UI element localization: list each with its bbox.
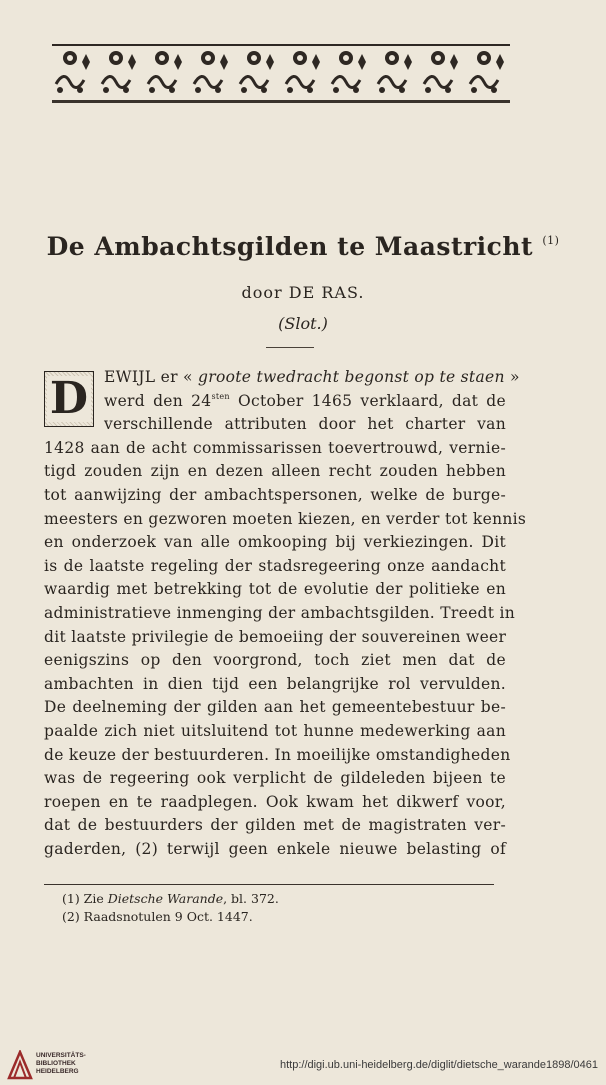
text-line: eenigszins op den voorgrond, toch ziet men dat de (44, 651, 506, 670)
text-line: EWIJL er « groote twedracht begonst op te staen » (104, 368, 520, 386)
text-line: De deelneming der gilden aan het gemeentebestuur be- (44, 698, 506, 717)
footnote-1: (1) Zie Dietsche Warande, bl. 372. (62, 891, 279, 906)
text-line: meesters en gezworen moeten kiezen, en verder tot kennis (44, 509, 527, 528)
drop-cap: D (44, 371, 94, 427)
text-line: paalde zich niet uitsluitend tot hunne medewerking aan (44, 721, 506, 740)
text-line: was de regeering ook verplicht de gildeleden bijeen te (44, 769, 506, 788)
text-line: de keuze der bestuurderen. In moeilijke omstandigheden (44, 745, 511, 764)
text-line: tot aanwijzing der ambachtspersonen, welke de burge- (44, 485, 506, 504)
text-line: is de laatste regeling der stadsregeering onze aandacht (44, 556, 506, 575)
text-line: tigd zouden zijn en dezen alleen recht zouden hebben (44, 462, 506, 481)
page-title (0, 232, 606, 261)
text-line: en onderzoek van alle omkooping bij verkiezingen. Dit (44, 533, 506, 552)
footnotes (62, 890, 279, 926)
library-name: UNIVERSITÄTS- BIBLIOTHEK HEIDELBERG (36, 1052, 86, 1075)
footnote-2: (2) Raadsnotulen 9 Oct. 1447. (62, 909, 253, 924)
article-body (44, 366, 527, 861)
footnote-rule (44, 884, 494, 885)
text-line: verschillende attributen door het charter van (104, 415, 506, 434)
text-line: dat de bestuurders der gilden met de magistraten ver- (44, 816, 506, 835)
floral-ornament-band (52, 44, 510, 100)
library-logo-icon (7, 1050, 33, 1080)
subtitle: (Slot.) (278, 314, 328, 333)
author-byline: door DE RAS. (241, 283, 365, 302)
ornament-rule (52, 100, 510, 103)
text-line: waardig met betrekking tot de evolutie der politieke en (44, 580, 506, 599)
text-line: 1428 aan de acht commissarissen toevertrouwd, vernie- (44, 438, 506, 457)
title-text: De Ambachtsgilden te Maastricht (46, 232, 534, 261)
text-line: ambachten in dien tijd een belangrijke rol vervulden. (44, 674, 506, 693)
text-line: gaderden, (2) terwijl geen enkele nieuwe belasting of (44, 839, 506, 858)
text-line: werd den $24^{sten}$ October 1465 verklaard, dat de (104, 391, 506, 410)
text-line: roepen en te raadplegen. Ook kwam het dikwerf voor, (44, 792, 506, 811)
source-url-link[interactable]: http://digi.ub.uni-heidelberg.de/diglit/dietsche_warande1898/0461 (279, 1059, 598, 1071)
text-line: administratieve inmenging der ambachtsgilden. Treedt in (44, 603, 516, 622)
title-footnote-mark: (1) (542, 234, 560, 247)
text-line: dit laatste privilegie de bemoeiing der souvereinen weer (44, 627, 507, 646)
section-divider (266, 347, 314, 348)
